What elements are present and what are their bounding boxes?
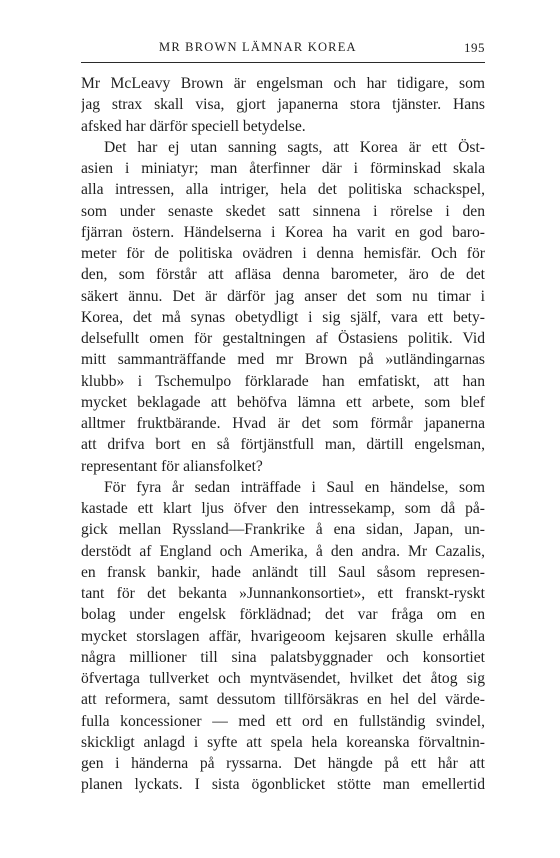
text-line: Det har ej utan sanning sagts, att Korea är ett Öst- xyxy=(104,138,485,156)
text-line: öfvertaga tullverket och myntväsendet, hvilket det åtog sig xyxy=(81,670,485,687)
text-line: den, som förstår att afläsa denna barometer, äro de det xyxy=(81,266,485,284)
text-line: som under senaste skedet satt sinnena i rörelse i den xyxy=(81,202,485,220)
text-line: gen i händerna på ryssarna. Det hängde på ett hår att xyxy=(81,755,485,772)
text-line: en fransk bankir, hade anländt till Saul såsom represen- xyxy=(81,563,485,581)
text-line: planen lyckats. I sista ögonblicket stötte man emellertid xyxy=(81,776,485,794)
text-line: kastade ett klart ljus öfver den intressekamp, som då på- xyxy=(81,500,485,517)
text-line: alla intressen, alla intriger, hela det politiska schackspel, xyxy=(81,181,485,199)
text-line: delsefullt omen för gestaltningen af Östasiens politik. Vid xyxy=(81,330,485,347)
text-line: några millioner till sina palatsbyggnader och konsortiet xyxy=(81,648,485,666)
text-line: tant för det bekanta »Junnankonsortiet», ett franskt-ryskt xyxy=(81,585,485,602)
running-title: MR BROWN LÄMNAR KOREA xyxy=(159,40,357,54)
body-text xyxy=(81,73,485,796)
text-line: att drifva bort en så förtjänstfull man, därtill engelsman, xyxy=(81,436,485,454)
text-line: För fyra år sedan inträffade i Saul en händelse, som xyxy=(104,478,485,496)
text-line: Mr McLeavy Brown är engelsman och har tidigare, som xyxy=(81,75,485,92)
text-line: alltmer fruktbärande. Hvad är det som förmår japanerna xyxy=(81,415,485,432)
text-line: afsked har därför speciell betydelse. xyxy=(81,117,306,135)
header-rule xyxy=(81,62,485,63)
text-line: representant för aliansfolket? xyxy=(81,457,263,475)
text-line: bolag under engelsk förklädnad; det var fråga om en xyxy=(81,606,485,624)
text-line: klubb» i Tschemulpo förklarade han emfatiskt, att han xyxy=(81,372,485,390)
text-line: skickligt anlagd i syfte att spela hela koreanska förvaltnin- xyxy=(81,733,485,751)
text-line: derstödt af England och Amerika, å den andra. Mr Cazalis, xyxy=(81,542,485,560)
page-number: 195 xyxy=(464,40,485,55)
text-line: mycket storslagen affär, hvarigeoom kejsaren skulle erhålla xyxy=(81,627,485,645)
text-line: fulla koncessioner — med ett ord en fullständig svindel, xyxy=(81,712,485,730)
text-line: mitt sammanträffande med mr Brown på »utländingarnas xyxy=(81,351,485,369)
text-line: mycket beklagade att behöfva lämna ett arbete, som blef xyxy=(81,393,485,411)
text-line: fjärran östern. Händelserna i Korea ha varit en god baro- xyxy=(81,223,485,241)
text-line: Korea, det må synas obetydligt i sig själf, vara ett bety- xyxy=(81,308,485,326)
text-line: att reformera, samt dessutom tillförsäkras en hel del värde- xyxy=(81,691,485,709)
text-line: gick mellan Ryssland—Frankrike å ena sidan, Japan, un- xyxy=(81,521,485,539)
text-line: meter för de politiska ovädren i denna hemisfär. Och för xyxy=(81,245,485,262)
text-line: säkert ännu. Det är därför jag anser det som nu timar i xyxy=(81,287,485,305)
page-header xyxy=(81,40,485,60)
text-line: asien i miniatyr; man återfinner där i förminskad skala xyxy=(81,160,485,177)
text-line: jag strax skall visa, gjort japanerna stora tjänster. Hans xyxy=(81,96,485,114)
